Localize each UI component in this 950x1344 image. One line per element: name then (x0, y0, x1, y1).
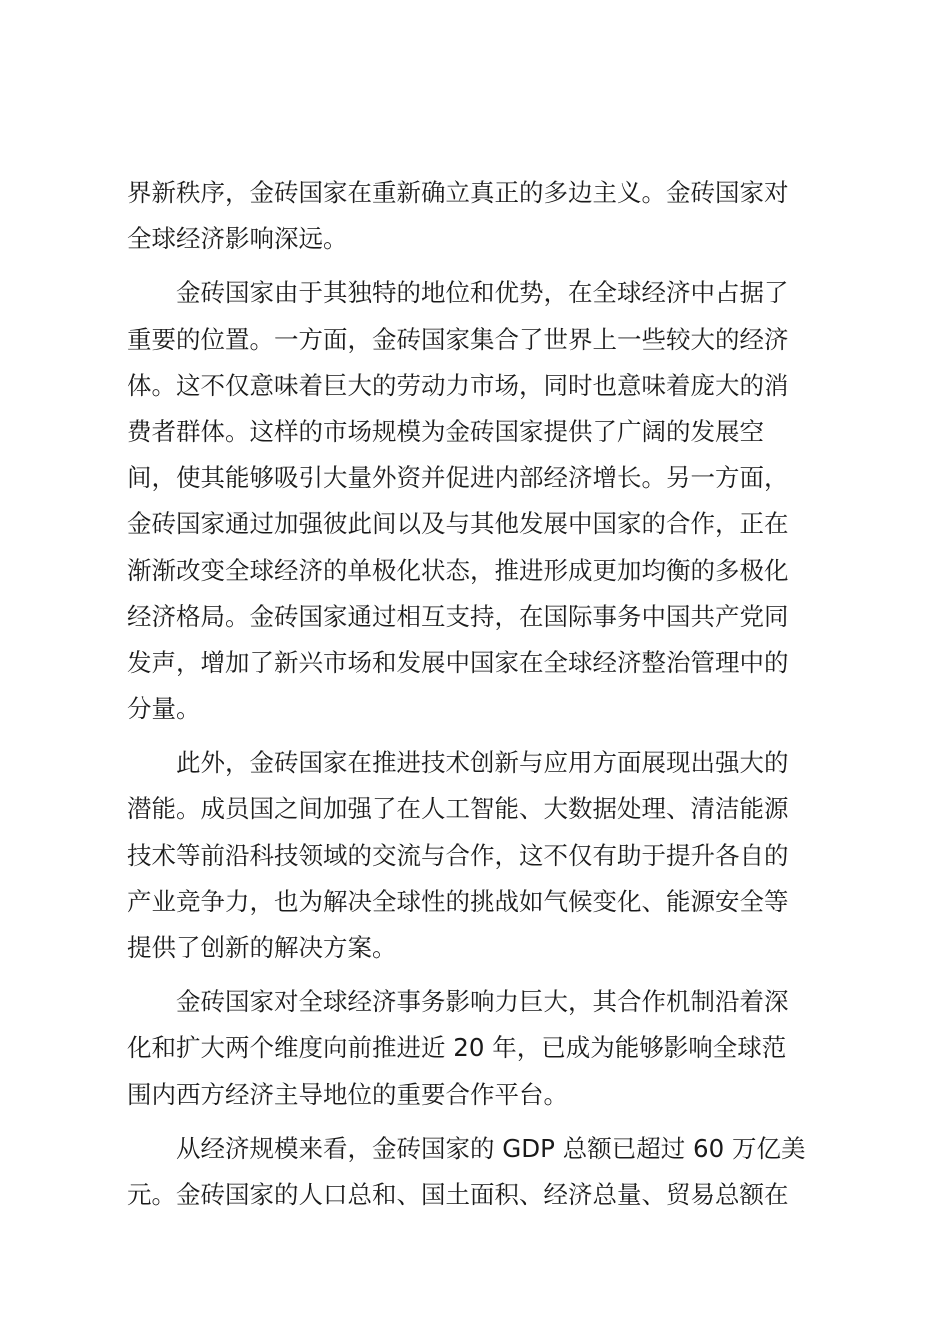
document-body (127, 170, 827, 1218)
text-line: 分量。 (127, 694, 201, 724)
text-line: 费者群体。这样的市场规模为金砖国家提供了广阔的发展空 (127, 416, 764, 446)
text-line: 潜能。成员国之间加强了在人工智能、大数据处理、清洁能源 (127, 794, 789, 824)
text-line: 体。这不仅意味着巨大的劳动力市场，同时也意味着庞大的消 (127, 370, 789, 400)
text-line: 全球经济影响深远。 (127, 224, 348, 254)
text-line: 渐渐改变全球经济的单极化状态，推进形成更加均衡的多极化 (127, 555, 789, 585)
text-line: 界新秩序，金砖国家在重新确立真正的多边主义。金砖国家对 (127, 178, 789, 207)
text-line: 化和扩大两个维度向前推进近 20 年，已成为能够影响全球范 (127, 1033, 787, 1063)
text-line: 重要的位置。一方面，金砖国家集合了世界上一些较大的经济 (127, 324, 789, 354)
text-line: 金砖国家通过加强彼此间以及与其他发展中国家的合作，正在 (127, 509, 789, 539)
text-line: 提供了创新的解决方案。 (127, 933, 397, 962)
text-line: 金砖国家对全球经济事务影响力巨大，其合作机制沿着深 (127, 987, 789, 1017)
text-line: 技术等前沿科技领域的交流与合作，这不仅有助于提升各自的 (127, 840, 789, 870)
text-line: 金砖国家由于其独特的地位和优势，在全球经济中占据了 (127, 278, 789, 308)
text-line: 产业竞争力，也为解决全球性的挑战如气候变化、能源安全等 (127, 886, 789, 916)
text-line: 从经济规模来看，金砖国家的 GDP 总额已超过 60 万亿美 (127, 1133, 806, 1163)
text-line: 经济格局。金砖国家通过相互支持，在国际事务中国共产党同 (127, 601, 789, 631)
text-line: 元。金砖国家的人口总和、国土面积、经济总量、贸易总额在 (127, 1179, 789, 1209)
text-line: 围内西方经济主导地位的重要合作平台。 (127, 1079, 568, 1109)
text-line: 此外，金砖国家在推进技术创新与应用方面展现出强大的 (127, 748, 789, 778)
text-line: 间，使其能够吸引大量外资并促进内部经济增长。另一方面， (127, 463, 789, 493)
text-line: 发声，增加了新兴市场和发展中国家在全球经济整治管理中的 (127, 647, 789, 677)
